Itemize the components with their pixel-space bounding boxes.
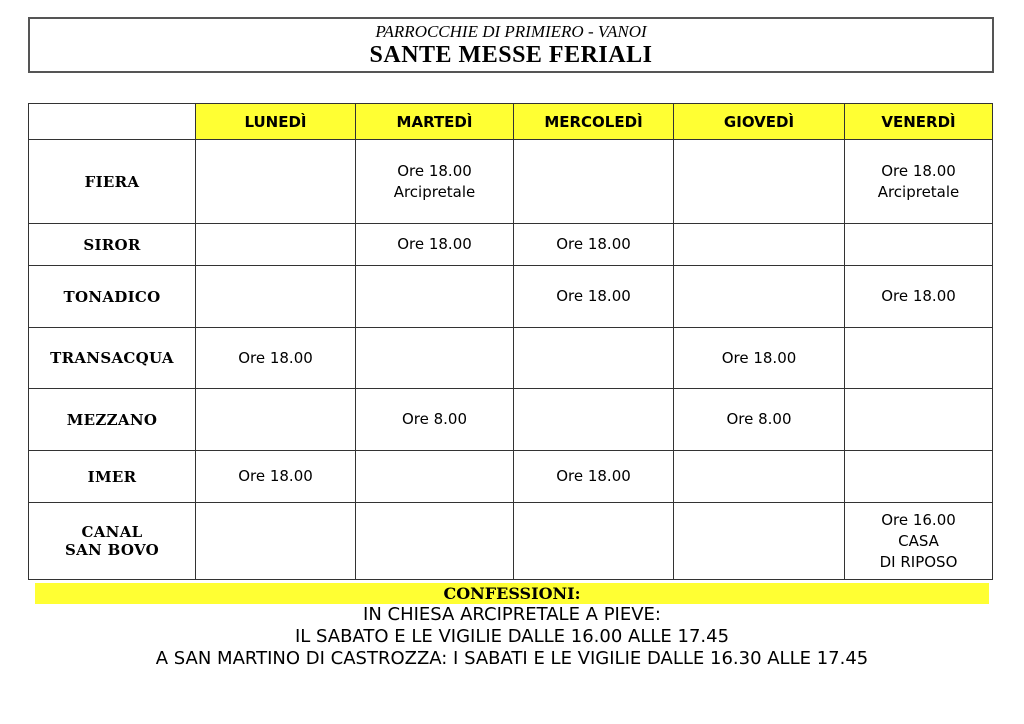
page-title: SANTE MESSE FERIALI [369,42,653,68]
parish-name: IMER [29,451,196,503]
schedule-cell [514,140,674,224]
mass-schedule-table [28,103,993,580]
schedule-cell [674,224,845,266]
confessions-title: CONFESSIONI: [35,583,989,604]
schedule-cell: Ore 18.00 [356,224,514,266]
schedule-cell [196,389,356,451]
parish-name: CANAL SAN BOVO [29,503,196,580]
schedule-cell: Ore 18.00 [196,451,356,503]
parish-name: FIERA [29,140,196,224]
schedule-cell: Ore 8.00 [356,389,514,451]
parish-name: TONADICO [29,266,196,328]
schedule-cell: Ore 8.00 [674,389,845,451]
schedule-cell: Ore 18.00 [196,328,356,389]
schedule-cell: Ore 18.00 [845,266,993,328]
schedule-cell: Ore 18.00 [514,224,674,266]
schedule-cell [674,266,845,328]
schedule-cell [196,224,356,266]
schedule-cell [674,503,845,580]
parish-name: MEZZANO [29,389,196,451]
schedule-cell [356,451,514,503]
schedule-cell [356,503,514,580]
table-row [29,328,993,389]
day-header: VENERDÌ [845,104,993,140]
schedule-cell: Ore 18.00 Arcipretale [356,140,514,224]
schedule-cell [674,140,845,224]
table-corner-cell [29,104,196,140]
parish-name: TRANSACQUA [29,328,196,389]
table-row [29,224,993,266]
schedule-cell: Ore 18.00 Arcipretale [845,140,993,224]
schedule-cell [196,266,356,328]
header-box [28,17,994,73]
schedule-cell [845,451,993,503]
schedule-cell: Ore 18.00 [514,266,674,328]
schedule-cell [356,328,514,389]
schedule-cell [196,140,356,224]
schedule-cell [514,328,674,389]
day-header: LUNEDÌ [196,104,356,140]
day-header: MERCOLEDÌ [514,104,674,140]
day-header: GIOVEDÌ [674,104,845,140]
schedule-cell: Ore 16.00 CASA DI RIPOSO [845,503,993,580]
confessions-line: IL SABATO E LE VIGILIE DALLE 16.00 ALLE 17.45 [294,626,730,647]
schedule-cell [674,451,845,503]
table-row [29,451,993,503]
confessions-line: IN CHIESA ARCIPRETALE A PIEVE: [363,604,661,625]
schedule-cell: Ore 18.00 [674,328,845,389]
schedule-cell [845,389,993,451]
table-row [29,503,993,580]
table-row [29,389,993,451]
schedule-cell [196,503,356,580]
table-row [29,140,993,224]
table-row [29,266,993,328]
confessions-line: A SAN MARTINO DI CASTROZZA: I SABATI E LE VIGILIE DALLE 16.30 ALLE 17.45 [155,648,869,669]
table-header-row [29,104,993,140]
schedule-cell [845,224,993,266]
schedule-cell [514,503,674,580]
parish-name: SIROR [29,224,196,266]
schedule-cell [514,389,674,451]
day-header: MARTEDÌ [356,104,514,140]
schedule-cell: Ore 18.00 [514,451,674,503]
schedule-cell [356,266,514,328]
header-subtitle: PARROCCHIE DI PRIMIERO - VANOI [375,22,647,41]
schedule-cell [845,328,993,389]
